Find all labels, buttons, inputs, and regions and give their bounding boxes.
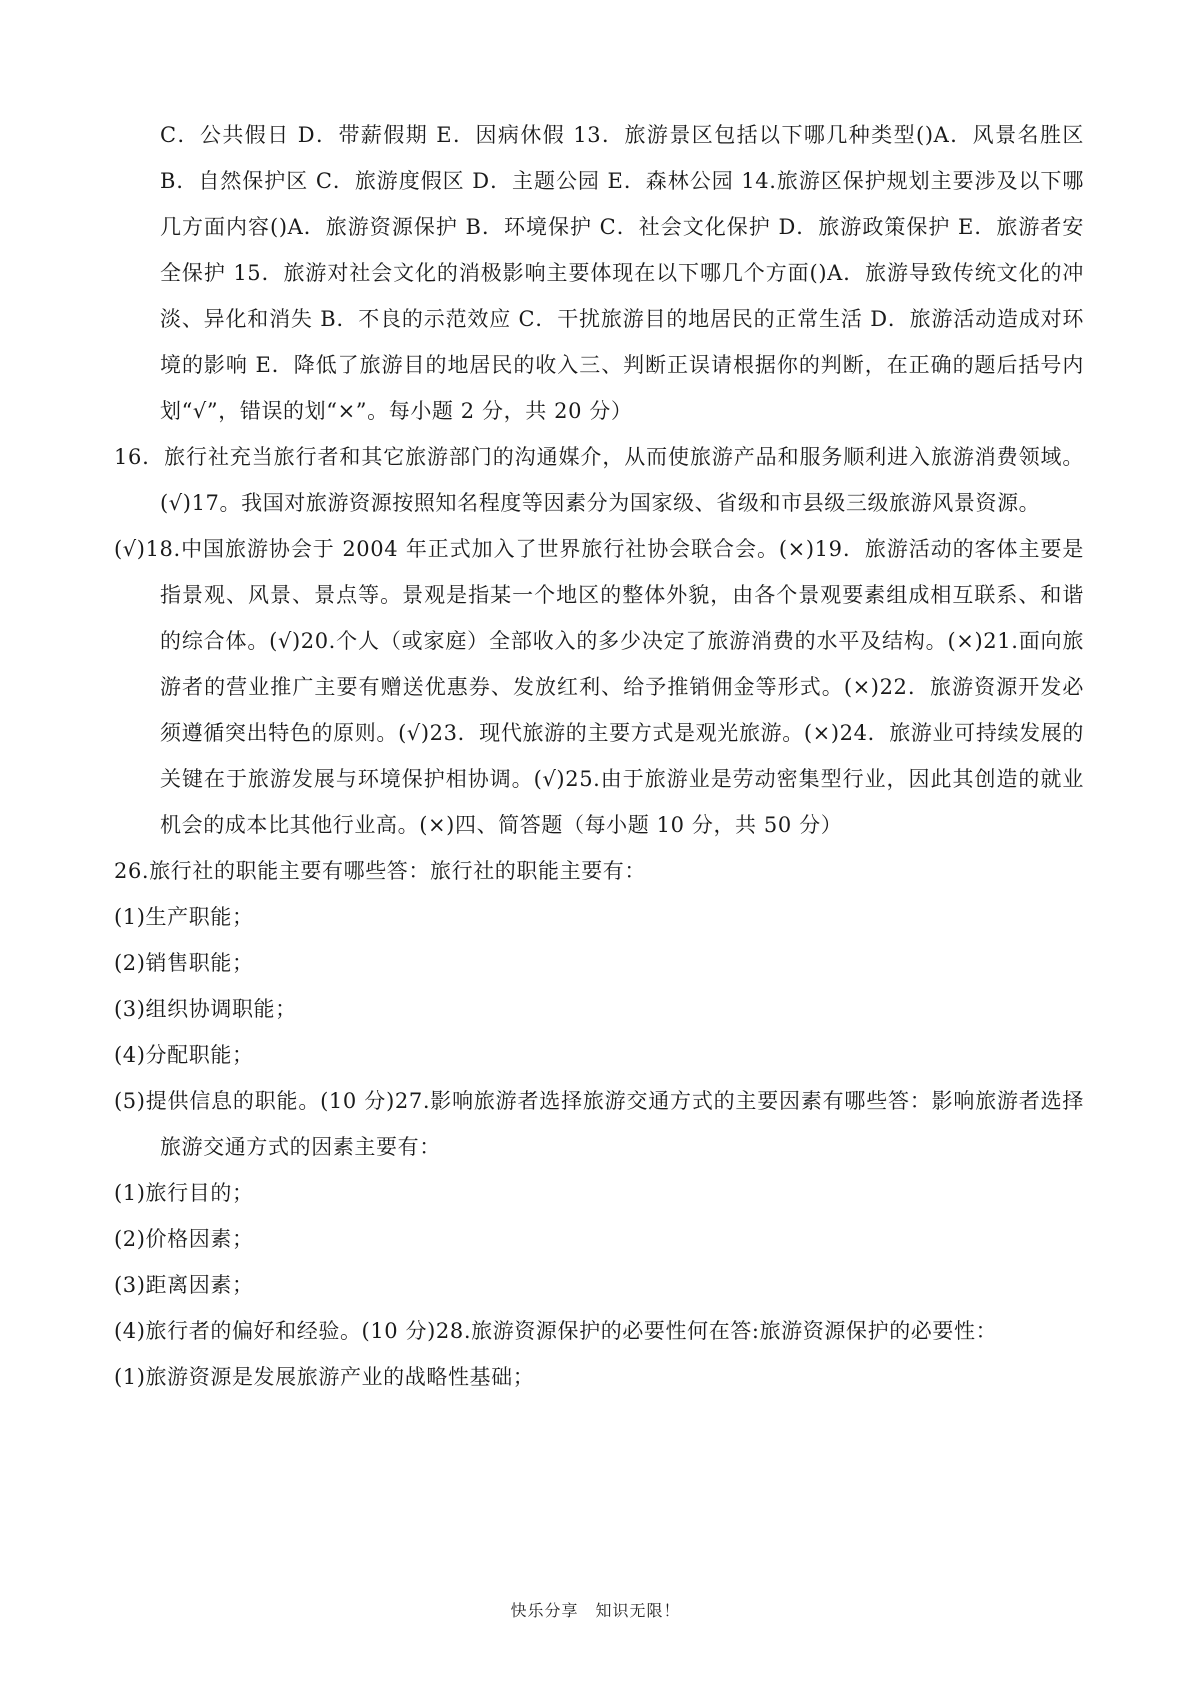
paragraph-question-16: 16．旅行社充当旅行者和其它旅游部门的沟通媒介，从而使旅游产品和服务顺利进入旅游消费领域。(√)17。我国对旅游资源按照知名程度等因素分为国家级、省级和市县级三级旅游风景资源。 <box>114 445 1084 515</box>
paragraph-multiple-choice-continuation: C．公共假日 D．带薪假期 E．因病休假 13．旅游景区包括以下哪几种类型()A．风景名胜区 B．自然保护区 C．旅游度假区 D．主题公园 E．森林公园 14.旅游区保护规划主要涉及以下哪几方面内容()A．旅游资源保护 B．环境保护 C．社会文化保护 D．旅游政策保护 E．旅游者安全保护 15．旅游对社会文化的消极影响主要体现在以下哪几个方面()A．旅游导致传统文化的冲淡、异化和消失 B．不良的示范效应 C．干扰旅游目的地居民的正常生活 D．旅游活动造成对环境的影响 E．降低了旅游目的地居民的收入三、判断正误请根据你的判断，在正确的题后括号内划“√”，错误的划“×”。每小题 2 分，共 20 分） <box>160 123 1084 423</box>
list-item: (3)距离因素； <box>114 1273 254 1297</box>
list-item: (1)旅行目的； <box>114 1181 254 1205</box>
document-body <box>114 112 1084 1400</box>
list-item: (1)生产职能； <box>114 905 254 929</box>
list-item: (4)分配职能； <box>114 1043 254 1067</box>
paragraph-question-26: 26.旅行社的职能主要有哪些答：旅行社的职能主要有： <box>114 859 646 883</box>
page-footer: 快乐分享 知识无限！ <box>510 1601 681 1620</box>
list-item-question-28: (4)旅行者的偏好和经验。(10 分)28.旅游资源保护的必要性何在答:旅游资源保护的必要性： <box>114 1319 998 1343</box>
list-item: (2)销售职能； <box>114 951 254 975</box>
list-item: (3)组织协调职能； <box>114 997 297 1021</box>
paragraph-questions-18-25: (√)18.中国旅游协会于 2004 年正式加入了世界旅行社协会联合会。(×)19．旅游活动的客体主要是指景观、风景、景点等。景观是指某一个地区的整体外貌，由各个景观要素组成相互联系、和谐的综合体。(√)20.个人（或家庭）全部收入的多少决定了旅游消费的水平及结构。(×)21.面向旅游者的营业推广主要有赠送优惠券、发放红利、给予推销佣金等形式。(×)22．旅游资源开发必须遵循突出特色的原则。(√)23．现代旅游的主要方式是观光旅游。(×)24．旅游业可持续发展的关键在于旅游发展与环境保护相协调。(√)25.由于旅游业是劳动密集型行业，因此其创造的就业机会的成本比其他行业高。(×)四、简答题（每小题 10 分，共 50 分） <box>114 537 1084 837</box>
list-item: (1)旅游资源是发展旅游产业的战略性基础； <box>114 1365 535 1389</box>
list-item: (2)价格因素； <box>114 1227 254 1251</box>
list-item-question-27: (5)提供信息的职能。(10 分)27.影响旅游者选择旅游交通方式的主要因素有哪些答：影响旅游者选择旅游交通方式的因素主要有： <box>114 1089 1084 1159</box>
